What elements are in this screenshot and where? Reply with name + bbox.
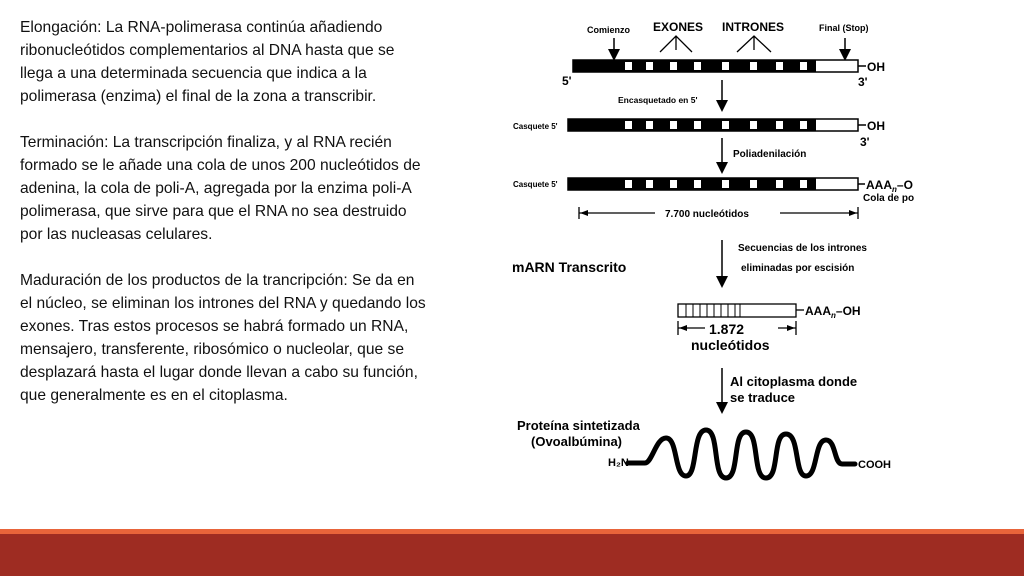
footer-bar [0,534,1024,576]
label-poliadenilacion: Poliadenilación [733,149,807,160]
label-cooh: COOH [858,459,891,471]
label-proteina-1: Proteína sintetizada [517,418,640,433]
label-proteina-2: (Ovoalbúmina) [531,434,623,449]
label-length-2a: 1.872 [709,321,745,337]
aaa-2-tail: OH [842,304,861,318]
label-oh-1: OH [867,60,885,74]
label-comienzo: Comienzo [587,25,631,35]
label-citoplasma-1: Al citoplasma donde [730,374,858,389]
aaa-1-dash: – [896,178,904,192]
label-length-2b: nucleótidos [691,337,770,353]
label-cola: Cola de po [863,193,915,204]
aaa-1-sub: n [892,185,897,194]
label-secuencias-1: Secuencias de los intrones [738,243,867,254]
label-five-prime: 5' [562,74,572,88]
pointer-exones [660,36,692,52]
label-aaa-oh-2 [805,304,861,320]
label-exones: EXONES [653,20,704,34]
label-citoplasma-2: se traduce [730,390,796,405]
label-length-1: 7.700 nucleótidos [665,209,749,220]
gene-row-1 [573,60,866,72]
gene-row-3 [568,178,865,190]
aaa-2-sub: n [831,311,836,320]
aaa-2-dash: – [835,304,843,318]
label-marn: mARN Transcrito [512,259,627,275]
label-final: Final (Stop) [819,23,869,33]
protein-chain [628,430,855,478]
paragraph-maduracion: Maduración de los productos de la trancripción: Se da en el núcleo, se eliminan los intrones del RNA y quedando los exones. Tras estos procesos se habrá formado un RNA, mensajero, transferente, ribosómico o nucleolar, que se desplazará hasta el lugar donde llevan a cabo su función, que generalmente es en el citoplasma. [20,272,426,404]
label-oh-2: OH [867,119,885,133]
aaa-1-tail: O [903,178,913,192]
paragraph-elongacion: Elongación: La RNA-polimerasa continúa añadiendo ribonucleótidos complementarios al DNA hasta que se llega a una determinada secuencia que indica a la polimerasa (enzima) el final de la zona a transcribir. [20,19,395,105]
pointer-intrones [737,36,771,52]
label-h2n: H₂N [608,457,629,469]
text-column [20,16,430,407]
label-intrones: INTRONES [722,20,785,34]
label-aaa-oh-1 [866,178,913,194]
label-three-prime-1: 3' [858,75,868,89]
aaa-1-main: AAA [866,178,892,192]
mrna-row [678,304,804,317]
label-encasquetado: Encasquetado en 5' [618,95,698,105]
gene-row-2 [568,119,866,131]
paragraph-terminacion: Terminación: La transcripción finaliza, y al RNA recién formado se le añade una cola de unos 200 nucleótidos de adenina, la cola de poli-A, agregada por la enzima poli-A polimerasa, que sirve para que el RNA no sea destruido por las nucleasas celulares. [20,134,421,243]
aaa-2-main: AAA [805,304,831,318]
label-casquete-2: Casquete 5' [513,180,558,189]
transcription-diagram [500,0,924,500]
label-casquete-1: Casquete 5' [513,122,558,131]
label-secuencias-2: eliminadas por escisión [741,263,855,274]
label-three-prime-2: 3' [860,135,870,149]
